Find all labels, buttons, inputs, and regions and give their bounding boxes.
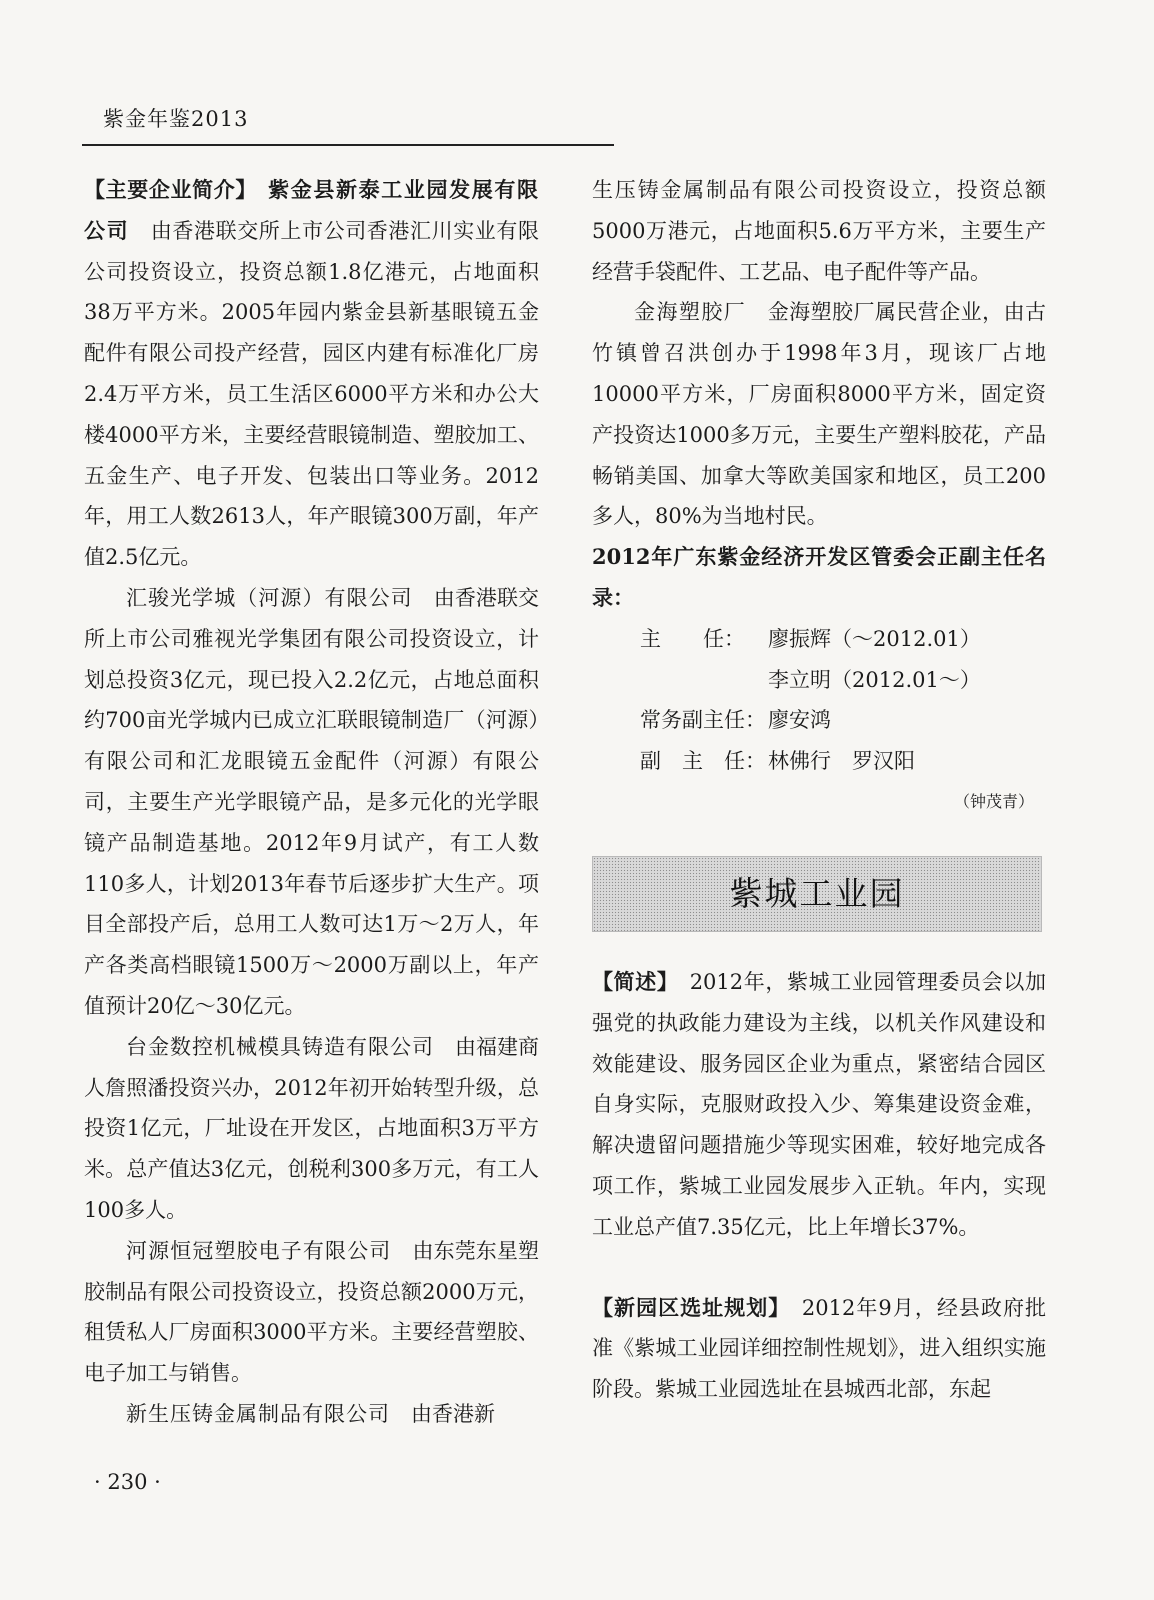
section-banner (592, 856, 1042, 932)
roster-title: 2012年广东紫金经济开发区管委会正副主任名录： (592, 544, 1046, 610)
section-label-main-enterprises: 【主要企业简介】 (84, 177, 247, 202)
page-number: · 230 · (94, 1470, 161, 1494)
entry-text: 由香港联交所上市公司香港汇川实业有限公司投资设立，投资总额1.8亿港元，占地面积38万平方米。2005年园内紫金县新基眼镜五金配件有限公司投产经营，园区内建有标准化厂房2.4万平方米，员工生活区6000平方米和办公大楼4000平方米，主要经营眼镜制造、塑胶加工、五金生产、电子开发、包装出口等业务。2012年，用工人数2613人，年产眼镜300万副，年产值2.5亿元。 (84, 218, 540, 570)
entry-xinsheng (84, 1394, 539, 1435)
roster-row (592, 741, 1046, 782)
entry-text: 由香港新 (411, 1401, 495, 1426)
roster-role: 副 主 任： (640, 749, 766, 774)
entry-text: 由香港联交所上市公司雅视光学集团有限公司投资设立，计划总投资3亿元，现已投入2.2亿元，占地总面积约700亩光学城内已成立汇联眼镜制造厂（河源）有限公司和汇龙眼镜五金配件（河源）有限公司，主要生产光学眼镜产品，是多元化的光学眼镜产品制造基地。2012年9月试产，有工人数110多人，计划2013年春节后逐步扩大生产。项目全部投产后，总用工人数可达1万～2万人，年产各类高档眼镜1500万～2000万副以上，年产值预计20亿～30亿元。 (84, 585, 540, 1018)
roster-names: 林佛行 罗汉阳 (768, 749, 915, 774)
running-header: 紫金年鉴2013 (103, 107, 249, 131)
entry-name: 台金数控机械模具铸造有限公司 (126, 1034, 434, 1059)
overview-text: 2012年，紫城工业园管理委员会以加强党的执政能力建设为主线，以机关作风建设和效能建设、服务园区企业为重点，紧密结合园区自身实际，克服财政投入少、筹集建设资金难，解决遗留问题措施少等现实困难，较好地完成各项工作，紫城工业园发展步入正轨。年内，实现工业总产值7.35亿元，比上年增长37%。 (592, 969, 1047, 1239)
paragraph-gap (592, 1248, 1046, 1288)
roster-names: 廖振辉（～2012.01） (768, 626, 981, 651)
entry-jinhai (592, 292, 1046, 537)
right-column (592, 170, 1046, 1410)
entry-name: 紫金县新泰工业园发展有限公司 (84, 177, 539, 243)
overview-label: 【简述】 (592, 968, 669, 994)
entry-name: 河源恒冠塑胶电子有限公司 (126, 1238, 392, 1263)
roster-row (592, 619, 1046, 660)
roster-role: 主 任： (640, 626, 745, 651)
left-column (84, 170, 539, 1435)
author-credit: （钟茂青） (953, 791, 1034, 811)
entry-name: 汇骏光学城（河源）有限公司 (126, 585, 413, 610)
entry-text: 由东莞东星塑胶制品有限公司投资设立，投资总额2000万元，租赁私人厂房面积3000平方米。主要经营塑胶、电子加工与销售。 (84, 1238, 540, 1386)
planning-paragraph (592, 1288, 1046, 1410)
entry-hengguan (84, 1231, 539, 1394)
roster-row (592, 700, 1046, 741)
entry-xintai (84, 170, 539, 578)
roster-row (592, 660, 1046, 701)
entry-text: 金海塑胶厂属民营企业，由古竹镇曾召洪创办于1998年3月，现该厂占地10000平方米，厂房面积8000平方米，固定资产投资达1000多万元，主要生产塑料胶花，产品畅销美国、加拿大等欧美国家和地区，员工200多人，80%为当地村民。 (592, 300, 1047, 529)
section-title: 紫城工业园 (729, 873, 905, 913)
entry-text: 由福建商人詹照潘投资兴办，2012年初开始转型升级，总投资1亿元，厂址设在开发区，占地面积3万平方米。总产值达3亿元，创税利300多万元，有工人100多人。 (84, 1034, 539, 1222)
entry-name: 金海塑胶厂 (634, 300, 747, 325)
overview-paragraph (592, 962, 1046, 1248)
entry-taijin (84, 1027, 539, 1231)
entry-name: 新生压铸金属制品有限公司 (126, 1401, 390, 1426)
entry-huijun (84, 578, 539, 1027)
planning-text: 2012年9月，经县政府批准《紫城工业园详细控制性规划》，进入组织实施阶段。紫城工业园选址在县城西北部，东起 (592, 1295, 1047, 1402)
roster-names: 李立明（2012.01～） (768, 667, 981, 692)
roster-role: 常务副主任： (640, 708, 766, 733)
continuation-paragraph: 生压铸金属制品有限公司投资设立，投资总额5000万港元，占地面积5.6万平方米，主要生产经营手袋配件、工艺品、电子配件等产品。 (592, 178, 1046, 284)
header-rule (82, 144, 614, 146)
roster-names: 廖安鸿 (768, 708, 831, 733)
planning-label: 【新园区选址规划】 (592, 1294, 780, 1320)
